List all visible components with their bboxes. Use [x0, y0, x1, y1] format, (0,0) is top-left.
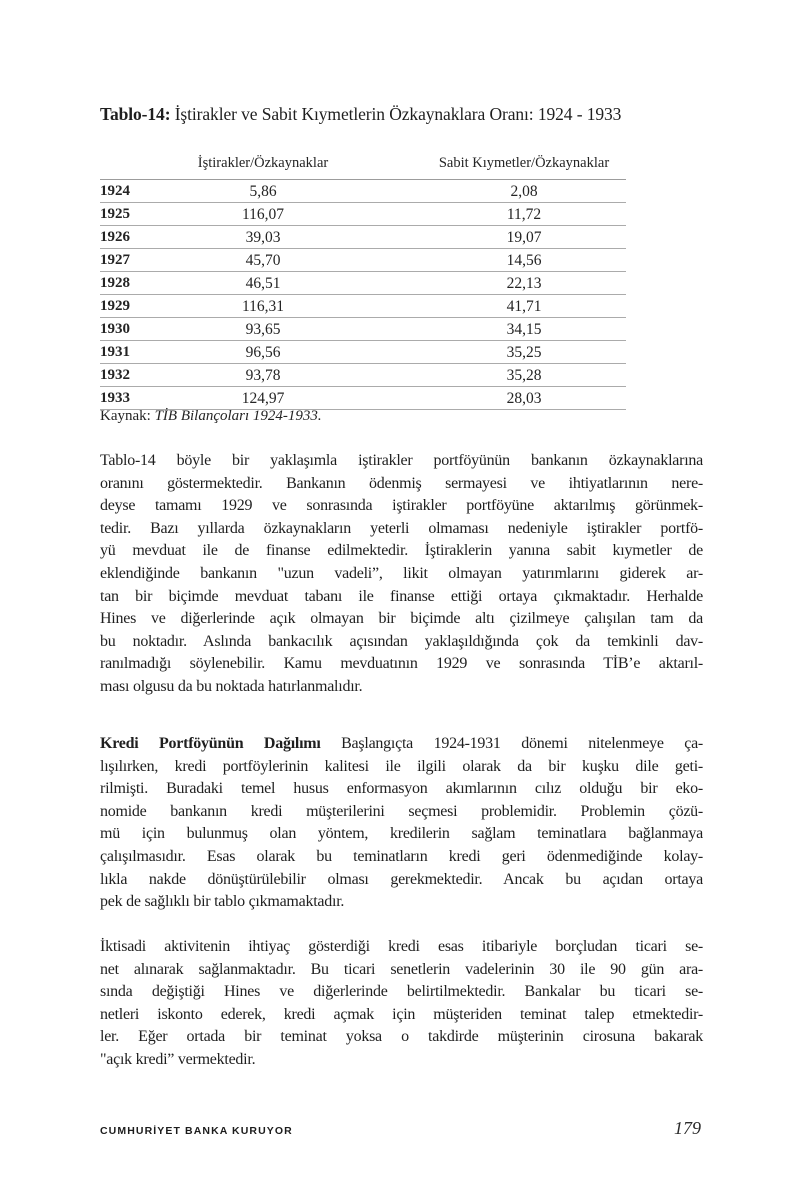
text-line: rilmişti. Buradaki temel husus enformasyon akımlarının cılız olduğu bir eko- [100, 780, 703, 798]
paragraph-lead: Kredi Portföyünün Dağılımı [100, 735, 321, 752]
running-title: CUMHURİYET BANKA KURUYOR [100, 1125, 293, 1137]
table-header-row [100, 150, 626, 180]
year-cell: 1929 [100, 295, 162, 318]
text-line: bu noktadır. Aslında bankacılık açısından yaklaşıldığında çok da temkinli dav- [100, 632, 703, 650]
table-title [100, 104, 712, 125]
source-label: Kaynak: [100, 408, 151, 424]
table-row [100, 387, 626, 410]
year-cell: 1924 [100, 180, 162, 203]
text-line: ler. Eğer ortada bir teminat yoksa o takdirde müşterinin cirosuna bakarak [100, 1028, 703, 1046]
text-line: ranılmadığı söylenebilir. Kamu mevduatının 1929 ve sonrasında TİB’e aktarıl- [100, 655, 703, 673]
year-cell: 1926 [100, 226, 162, 249]
year-cell: 1930 [100, 318, 162, 341]
data-table-container [100, 150, 626, 410]
table-row [100, 203, 626, 226]
text-line: İktisadi aktivitenin ihtiyaç gösterdiği kredi esas itibariyle borçludan ticari se- [100, 938, 703, 955]
paragraph-2 [100, 733, 703, 914]
year-cell: 1928 [100, 272, 162, 295]
text-line: çalışılmasıdır. Esas olarak bu teminatların kredi geri ödenmediğinde kolay- [100, 847, 703, 865]
value-cell: 34,15 [364, 318, 626, 341]
value-cell: 93,65 [162, 318, 364, 341]
value-cell: 19,07 [364, 226, 626, 249]
value-cell: 35,25 [364, 341, 626, 364]
value-cell: 124,97 [162, 387, 364, 410]
table-row [100, 272, 626, 295]
value-cell: 22,13 [364, 272, 626, 295]
text-line: oranını göstermektedir. Bankanın ödenmiş sermayesi ve ihtiyatlarının nere- [100, 474, 703, 492]
column-header-istirakler: İştirakler/Özkaynaklar [162, 150, 364, 180]
value-cell: 116,07 [162, 203, 364, 226]
paragraph-1 [100, 450, 703, 699]
year-cell: 1932 [100, 364, 162, 387]
text-line: Tablo-14 böyle bir yaklaşımla iştirakler portföyünün bankanın özkaynaklarına [100, 452, 703, 469]
value-cell: 14,56 [364, 249, 626, 272]
value-cell: 11,72 [364, 203, 626, 226]
text-line: mü için bulunmuş olan yöntem, kredilerin sağlam teminatlara bağlanmaya [100, 825, 703, 843]
text-line: net alınarak sağlanmaktadır. Bu ticari senetlerin vadelerinin 30 ile 90 gün ara- [100, 960, 703, 978]
text-line: yü mevduat ile de finanse edilmektedir. İştiraklerin yanına sabit kıymetler de [100, 542, 703, 560]
table-row [100, 341, 626, 364]
text-line: sında değiştiği Hines ve diğerlerinde belirtilmektedir. Bankalar bu ticari se- [100, 983, 703, 1001]
page-footer [100, 1118, 701, 1139]
source-note [100, 408, 322, 425]
text-line: eklendiğinde bankanın "uzun vadeli”, likit olmayan yatırımlarını giderek ar- [100, 564, 703, 582]
text-line: "açık kredi” vermektedir. [100, 1050, 256, 1068]
value-cell: 5,86 [162, 180, 364, 203]
data-table [100, 150, 626, 410]
value-cell: 46,51 [162, 272, 364, 295]
text-line: nomide bankanın kredi müşterilerini seçmesi problemidir. Problemin çözü- [100, 802, 703, 820]
table-row [100, 226, 626, 249]
value-cell: 96,56 [162, 341, 364, 364]
text-line: pek de sağlıklı bir tablo çıkmamaktadır. [100, 893, 345, 911]
value-cell: 39,03 [162, 226, 364, 249]
text-line: ması olgusu da bu noktada hatırlanmalıdır. [100, 677, 363, 695]
text-line: lıkla nakde dönüştürülebilir olması gerekmektedir. Ancak bu açıdan ortaya [100, 870, 703, 888]
text-line: deyse tamamı 1929 ve sonrasında iştirakler portföyüne aktarılmış görünmek- [100, 497, 703, 515]
value-cell: 41,71 [364, 295, 626, 318]
year-cell: 1925 [100, 203, 162, 226]
table-row [100, 180, 626, 203]
text-line: Hines ve diğerlerinde açık olmayan bir biçimde altı çizilmeye çalışılan tam da [100, 610, 703, 628]
value-cell: 28,03 [364, 387, 626, 410]
text-line: tedir. Bazı yıllarda özkaynakların yeterli olmaması nedeniyle iştirakler portfö- [100, 519, 703, 537]
value-cell: 45,70 [162, 249, 364, 272]
table-row [100, 318, 626, 341]
year-cell: 1931 [100, 341, 162, 364]
value-cell: 2,08 [364, 180, 626, 203]
value-cell: 93,78 [162, 364, 364, 387]
year-cell: 1927 [100, 249, 162, 272]
text-line: lışılırken, kredi portföylerinin kalitesi ile ilgili olarak da bir kuşku dile geti- [100, 757, 703, 775]
value-cell: 35,28 [364, 364, 626, 387]
table-row [100, 249, 626, 272]
text-line: tan bir biçimde mevduat tabanı ile finanse ettiği ortaya çıkmaktadır. Herhalde [100, 587, 703, 605]
page-number: 179 [674, 1118, 701, 1138]
value-cell: 116,31 [162, 295, 364, 318]
table-title-label: Tablo-14: [100, 104, 171, 124]
year-column-header [100, 150, 162, 180]
source-text: TİB Bilançoları 1924-1933. [154, 408, 322, 424]
text-line: netleri iskonto ederek, kredi açmak için müşteriden teminat talep etmektedir- [100, 1005, 703, 1023]
table-row [100, 364, 626, 387]
paragraph-3 [100, 936, 703, 1072]
table-row [100, 295, 626, 318]
year-cell: 1933 [100, 387, 162, 410]
text-line: Kredi Portföyünün Dağılımı Başlangıçta 1924-1931 dönemi nitelenmeye ça- [100, 735, 703, 752]
table-title-text: İştirakler ve Sabit Kıymetlerin Özkaynaklara Oranı: 1924 - 1933 [174, 104, 622, 124]
column-header-sabit-kiymetler: Sabit Kıymetler/Özkaynaklar [364, 150, 626, 180]
